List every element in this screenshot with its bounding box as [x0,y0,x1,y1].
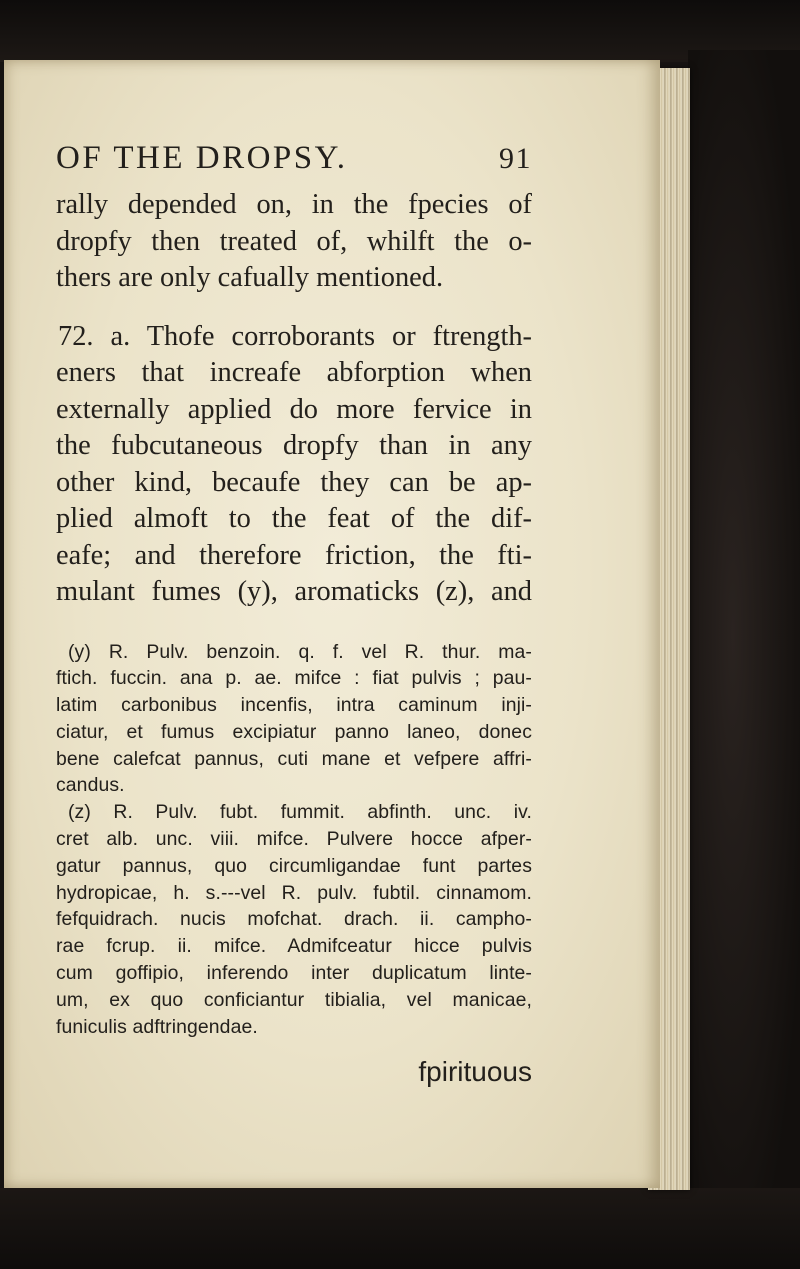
text-block [56,138,532,1088]
footnote-line: (y) R. Pulv. benzoin. q. f. vel R. thur. ma- [68,640,532,663]
book-page [4,60,660,1188]
footnote-line: funiculis adftringendae. [56,1015,258,1038]
footnote-line: ftich. fuccin. ana p. ae. mifce : fiat pulvis ; pau- [56,667,532,690]
catchword: fpirituous [418,1056,532,1088]
footnote-line: gatur pannus, quo circumligandae funt partes [56,854,532,877]
footnote-line: bene calefcat pannus, cuti mane et vefpere affri- [56,747,532,770]
body-line: externally applied do more fervice in [56,393,532,425]
body-line: eafe; and therefore friction, the fti- [56,539,532,571]
footnote-line: latim carbonibus incenfis, intra caminum inji- [56,694,532,717]
footnote-line: ciatur, et fumus excipiatur panno laneo, donec [56,720,532,743]
page-number: 91 [499,142,532,175]
footnotes [56,639,532,1041]
body-line: dropfy then treated of, whilft the o- [56,225,532,257]
book-cover-bottom [0,1188,800,1269]
paragraph-continuation [56,187,532,297]
footnote-line: fefquidrach. nucis mofchat. drach. ii. campho- [56,908,532,931]
footnote-line: um, ex quo conficiantur tibialia, vel manicae, [56,988,532,1011]
footnote-line: hydropicae, h. s.---vel R. pulv. fubtil. cinnamom. [56,881,532,904]
footnote-line: rae fcrup. ii. mifce. Admifceatur hicce pulvis [56,935,532,958]
footnote-line: candus. [56,774,125,797]
footnote-line: cum goffipio, inferendo inter duplicatum linte- [56,962,532,985]
running-head [56,138,532,179]
paragraph-72a [56,319,532,611]
body-line: mulant fumes (y), aromaticks (z), and [56,576,532,607]
paragraph-gap [56,297,532,319]
body-line: thers are only cafually mentioned. [56,262,444,293]
footnote-line: cret alb. unc. viii. mifce. Pulvere hocce afper- [56,828,532,851]
book-cover-right [688,50,800,1220]
body-line: other kind, becaufe they can be ap- [56,466,532,498]
running-head-title: OF THE DROPSY. [56,140,348,176]
body-line: the fubcutaneous dropfy than in any [56,430,532,461]
body-line: rally depended on, in the fpecies of [56,189,532,220]
body-line: eners that increafe abforption when [56,357,532,388]
book-cover-top [0,0,800,62]
body-line: 72. a. Thofe corroborants or ftrength- [58,320,532,352]
body-line: plied almoft to the feat of the dif- [56,503,532,534]
footnote-line: (z) R. Pulv. fubt. fummit. abfinth. unc. iv. [68,801,532,824]
